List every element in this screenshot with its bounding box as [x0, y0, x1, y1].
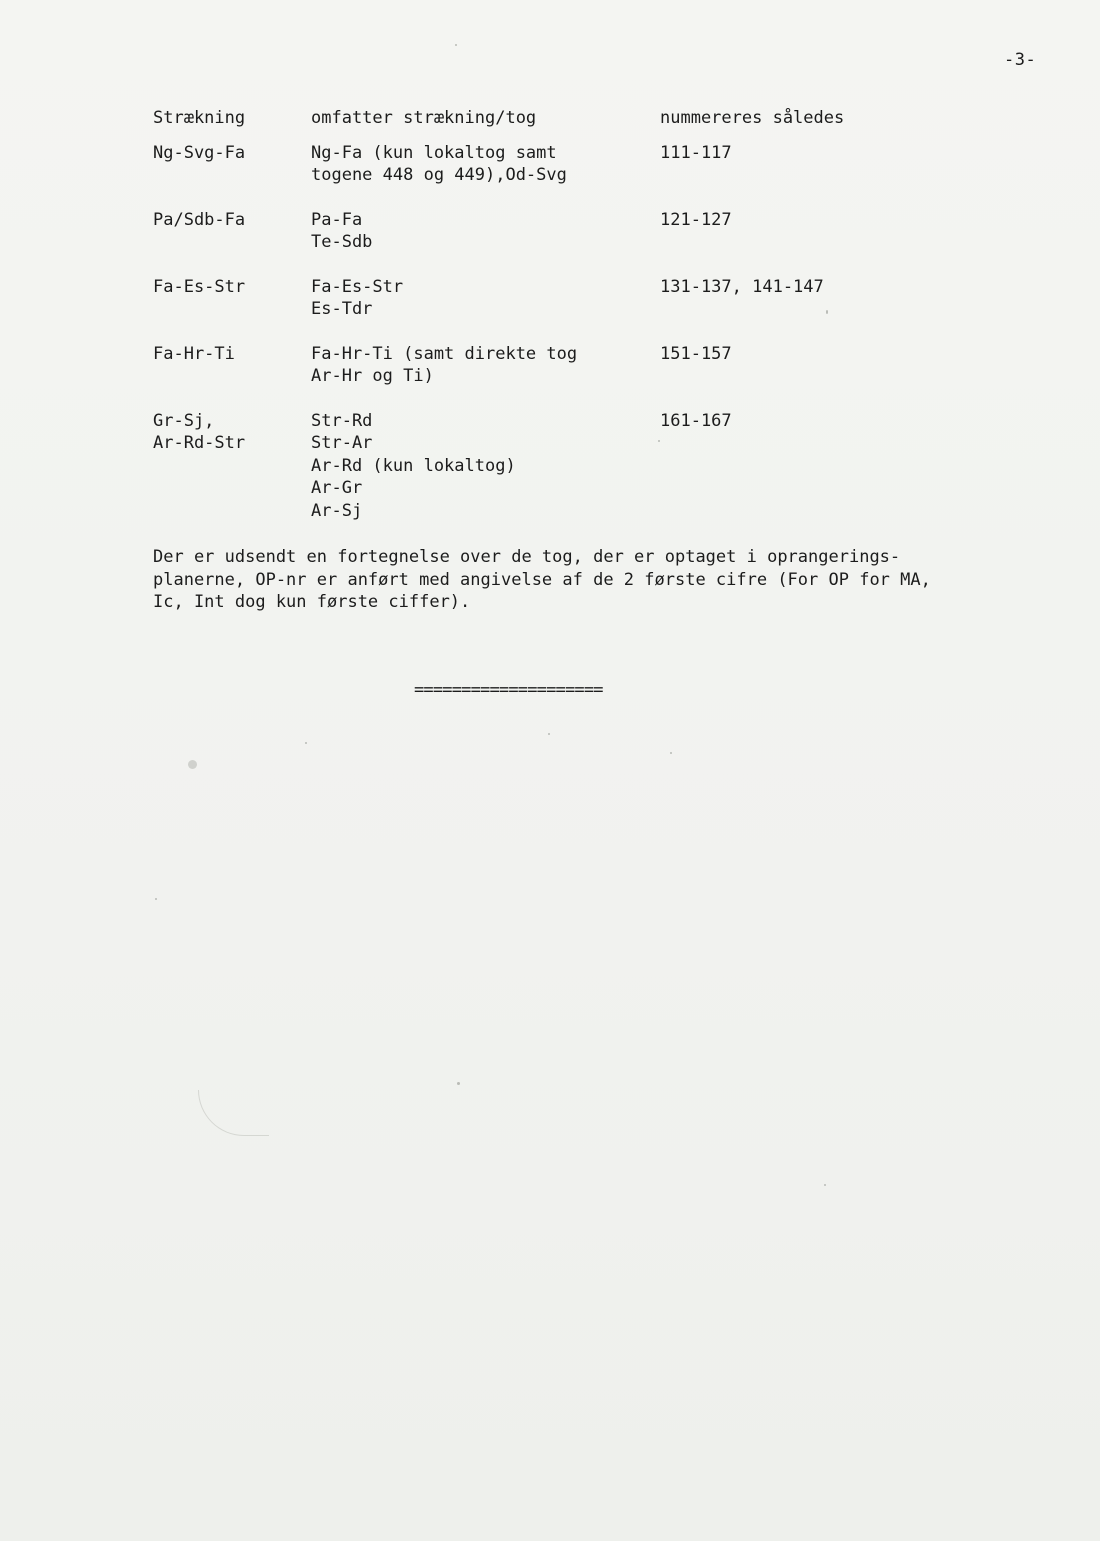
paper-speck [155, 898, 157, 900]
covers-line: Str-Rd [311, 410, 373, 431]
paper-speck [455, 44, 457, 46]
covers-line: Fa-Hr-Ti (samt direkte tog [311, 343, 578, 364]
route-cell [153, 410, 311, 455]
paragraph-line: Ic, Int dog kun første ciffer). [153, 592, 471, 612]
route-line: Gr-Sj, [153, 410, 215, 431]
numbers-line: 161-167 [660, 410, 732, 431]
numbers-cell [660, 142, 960, 165]
covers-line: Ng-Fa (kun lokaltog samt [311, 142, 557, 163]
route-cell [153, 343, 311, 366]
paper-speck [188, 760, 197, 769]
route-cell [153, 276, 311, 299]
header-covers: omfatter strækning/tog [311, 108, 537, 128]
covers-line: Pa-Fa [311, 209, 363, 230]
covers-cell [311, 343, 660, 388]
covers-line: Ar-Rd (kun lokaltog) [311, 455, 516, 476]
paper-speck [305, 742, 307, 744]
numbers-cell [660, 209, 960, 232]
covers-cell [311, 276, 660, 321]
covers-line: Ar-Sj [311, 500, 363, 521]
covers-cell [311, 142, 660, 187]
route-line: Fa-Es-Str [153, 276, 246, 297]
table-header-row [153, 107, 1033, 130]
route-line: Pa/Sdb-Fa [153, 209, 246, 230]
route-line: Ar-Rd-Str [153, 433, 246, 453]
numbers-line: 151-157 [660, 343, 732, 364]
body-paragraph [153, 546, 1023, 614]
page-number: -3- [1004, 50, 1037, 70]
paper-speck [548, 733, 550, 735]
header-route: Strækning [153, 108, 246, 128]
paper-speck [457, 1082, 460, 1085]
separator-line: ==================== [414, 680, 603, 700]
numbers-cell [660, 343, 960, 366]
paper-speck [826, 310, 828, 314]
paper-scratch [198, 1090, 269, 1136]
paper-speck [670, 752, 672, 754]
route-numbering-table [153, 107, 1033, 522]
covers-line: Fa-Es-Str [311, 276, 404, 297]
route-line: Fa-Hr-Ti [153, 343, 235, 364]
header-numbers: nummereres således [660, 108, 845, 128]
covers-line: Ar-Gr [311, 478, 363, 498]
table-row [153, 343, 1033, 388]
numbers-line: 111-117 [660, 142, 732, 163]
table-row [153, 410, 1033, 523]
paragraph-line: Der er udsendt en fortegnelse over de tog, der er optaget i oprangerings- [153, 547, 901, 567]
numbers-cell [660, 410, 960, 433]
route-cell [153, 209, 311, 232]
table-row [153, 209, 1033, 254]
covers-line: Te-Sdb [311, 232, 373, 252]
covers-line: Str-Ar [311, 433, 373, 453]
route-cell [153, 142, 311, 165]
covers-cell [311, 209, 660, 254]
covers-line: togene 448 og 449),Od-Svg [311, 165, 567, 185]
covers-line: Es-Tdr [311, 299, 373, 319]
table-row [153, 276, 1033, 321]
numbers-line: 121-127 [660, 209, 732, 230]
numbers-cell [660, 276, 960, 299]
covers-line: Ar-Hr og Ti) [311, 366, 434, 386]
covers-cell [311, 410, 660, 523]
paper-speck [658, 440, 660, 442]
paragraph-line: planerne, OP-nr er anført med angivelse af de 2 første cifre (For OP for MA, [153, 569, 931, 590]
table-row [153, 142, 1033, 187]
route-line: Ng-Svg-Fa [153, 142, 246, 163]
numbers-line: 131-137, 141-147 [660, 276, 824, 297]
paper-speck [824, 1184, 826, 1186]
